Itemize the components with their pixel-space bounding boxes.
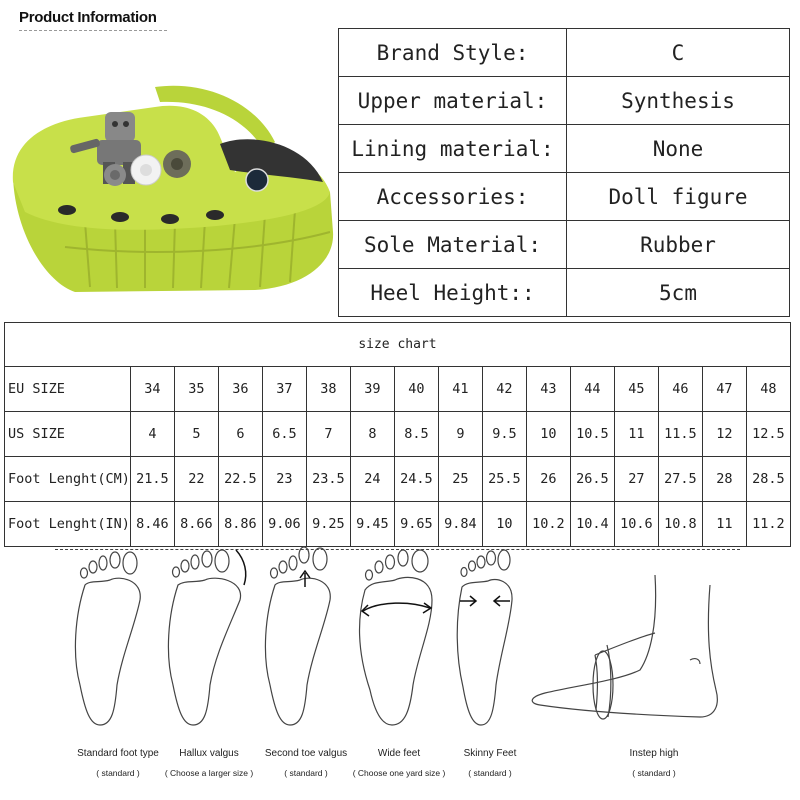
size-chart-row — [5, 412, 791, 457]
size-cell: 27 — [614, 457, 658, 502]
size-cell: 9.84 — [438, 502, 482, 547]
size-cell: 10.2 — [526, 502, 570, 547]
skinny-feet-foot-icon — [457, 550, 512, 725]
size-cell: 8.86 — [218, 502, 262, 547]
size-cell: 6 — [218, 412, 262, 457]
size-cell: 44 — [570, 367, 614, 412]
size-cell: 11.2 — [746, 502, 790, 547]
info-value: Doll figure — [567, 173, 790, 221]
size-cell: 25 — [438, 457, 482, 502]
info-row — [339, 125, 790, 173]
size-cell: 24 — [350, 457, 394, 502]
foot-type-note: ( standard ) — [632, 768, 676, 778]
size-cell: 24.5 — [394, 457, 438, 502]
size-cell: 10.8 — [658, 502, 702, 547]
foot-type-name: Instep high — [629, 748, 679, 759]
size-cell: 25.5 — [482, 457, 526, 502]
size-cell: 8 — [350, 412, 394, 457]
size-cell: 12 — [702, 412, 746, 457]
info-value: Rubber — [567, 221, 790, 269]
size-cell: 8.66 — [174, 502, 218, 547]
size-cell: 4 — [130, 412, 174, 457]
size-cell: 41 — [438, 367, 482, 412]
info-label: Sole Material: — [339, 221, 567, 269]
foot-type-name: Second toe valgus — [264, 748, 348, 759]
size-cell: 23.5 — [306, 457, 350, 502]
size-cell: 47 — [702, 367, 746, 412]
size-cell: 10.4 — [570, 502, 614, 547]
size-cell: 9 — [438, 412, 482, 457]
info-value: Synthesis — [567, 77, 790, 125]
size-cell: 43 — [526, 367, 570, 412]
info-label: Brand Style: — [339, 29, 567, 77]
size-cell: 38 — [306, 367, 350, 412]
size-cell: 12.5 — [746, 412, 790, 457]
size-chart-row — [5, 367, 791, 412]
wide-feet-foot-icon — [360, 550, 432, 725]
size-cell: 27.5 — [658, 457, 702, 502]
size-cell: 26 — [526, 457, 570, 502]
info-label: Lining material: — [339, 125, 567, 173]
size-chart-caption-row — [5, 323, 791, 367]
size-cell: 36 — [218, 367, 262, 412]
size-chart-row — [5, 457, 791, 502]
info-value: C — [567, 29, 790, 77]
size-cell: 28 — [702, 457, 746, 502]
size-cell: 10 — [526, 412, 570, 457]
foot-type-name: Hallux valgus — [179, 748, 239, 759]
foot-type-note: ( standard ) — [284, 768, 328, 778]
info-row — [339, 29, 790, 77]
size-cell: 5 — [174, 412, 218, 457]
size-cell: 6.5 — [262, 412, 306, 457]
size-cell: 22 — [174, 457, 218, 502]
size-cell: 37 — [262, 367, 306, 412]
hallux-valgus-foot-icon — [168, 550, 245, 725]
foot-type-name: Standard foot type — [77, 748, 159, 759]
size-cell: 35 — [174, 367, 218, 412]
size-cell: 40 — [394, 367, 438, 412]
size-cell: 8.5 — [394, 412, 438, 457]
size-cell: 26.5 — [570, 457, 614, 502]
info-row — [339, 173, 790, 221]
size-cell: 10.5 — [570, 412, 614, 457]
size-cell: 28.5 — [746, 457, 790, 502]
size-cell: 9.25 — [306, 502, 350, 547]
foot-type-name: Skinny Feet — [463, 748, 517, 759]
size-cell: 11.5 — [658, 412, 702, 457]
size-chart-table — [4, 322, 791, 547]
product-info-table — [338, 28, 790, 317]
size-cell: 46 — [658, 367, 702, 412]
size-row-label: Foot Lenght(CM) — [5, 457, 131, 502]
size-row-label: US SIZE — [5, 412, 131, 457]
info-label: Accessories: — [339, 173, 567, 221]
size-cell: 9.65 — [394, 502, 438, 547]
info-label: Heel Height:: — [339, 269, 567, 317]
size-cell: 10.6 — [614, 502, 658, 547]
product-shoe-image — [5, 82, 335, 302]
standard-foot-icon — [75, 552, 140, 725]
size-cell: 22.5 — [218, 457, 262, 502]
size-cell: 8.46 — [130, 502, 174, 547]
size-cell: 10 — [482, 502, 526, 547]
foot-type-note: ( Choose a larger size ) — [164, 768, 254, 778]
foot-type-note: ( standard ) — [96, 768, 140, 778]
size-cell: 42 — [482, 367, 526, 412]
size-cell: 9.06 — [262, 502, 306, 547]
info-value: None — [567, 125, 790, 173]
size-chart-row — [5, 502, 791, 547]
size-row-label: Foot Lenght(IN) — [5, 502, 131, 547]
info-row — [339, 77, 790, 125]
size-chart-caption: size chart — [5, 323, 791, 367]
size-cell: 9.45 — [350, 502, 394, 547]
info-label: Upper material: — [339, 77, 567, 125]
info-row — [339, 221, 790, 269]
second-toe-valgus-foot-icon — [265, 547, 330, 725]
size-cell: 34 — [130, 367, 174, 412]
title-underline — [19, 30, 167, 31]
foot-type-name: Wide feet — [377, 748, 421, 759]
size-cell: 11 — [614, 412, 658, 457]
size-cell: 45 — [614, 367, 658, 412]
page-title: Product Information — [19, 9, 157, 26]
size-cell: 11 — [702, 502, 746, 547]
foot-type-illustrations — [0, 545, 800, 735]
info-value: 5cm — [567, 269, 790, 317]
foot-type-note: ( Choose one yard size ) — [352, 768, 446, 778]
instep-high-foot-icon — [532, 575, 717, 719]
foot-type-note: ( standard ) — [468, 768, 512, 778]
size-cell: 9.5 — [482, 412, 526, 457]
size-cell: 23 — [262, 457, 306, 502]
size-cell: 7 — [306, 412, 350, 457]
size-cell: 21.5 — [130, 457, 174, 502]
size-row-label: EU SIZE — [5, 367, 131, 412]
size-cell: 48 — [746, 367, 790, 412]
info-row — [339, 269, 790, 317]
size-cell: 39 — [350, 367, 394, 412]
